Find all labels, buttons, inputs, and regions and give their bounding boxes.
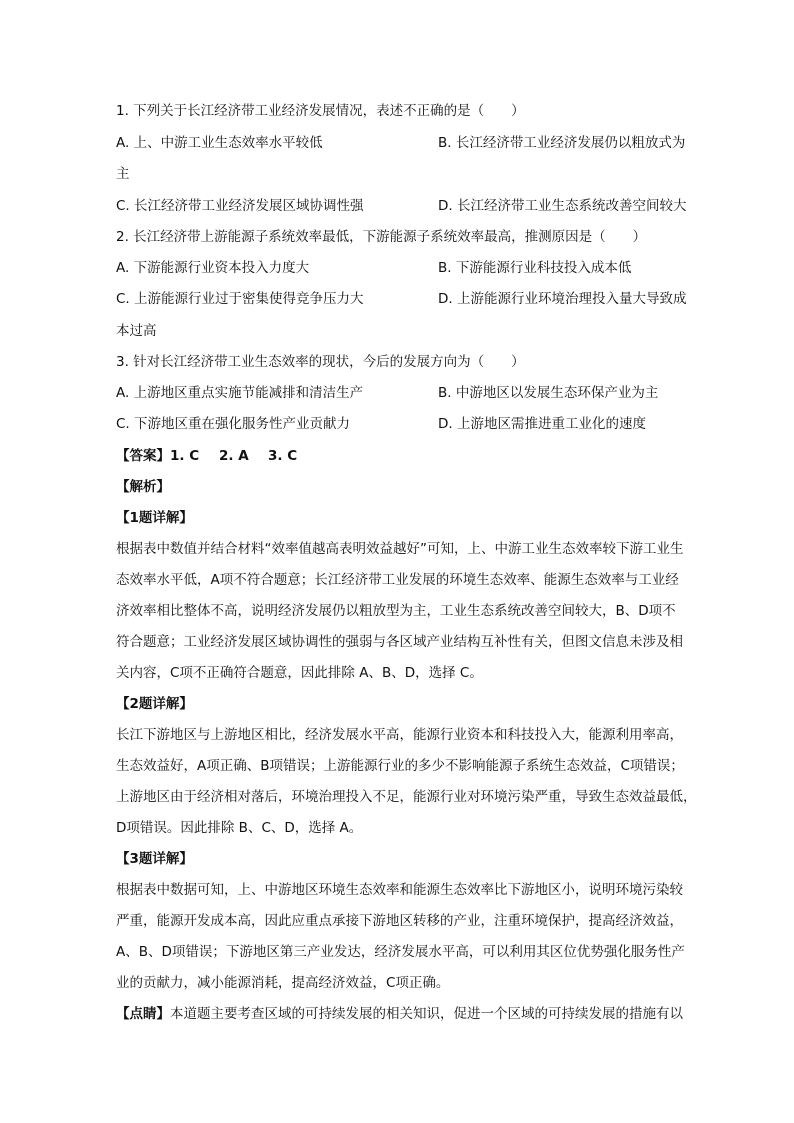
question-1-stem: 1. 下列关于长江经济带工业经济发展情况，表述不正确的是（ ）	[116, 103, 525, 119]
question-1-option-d: D. 长江经济带工业生态系统改善空间较大	[438, 198, 687, 214]
detail-1-line: 态效率水平低，A项不符合题意；长江经济带工业发展的环境生态效率、能源生态效率与工业经	[116, 572, 679, 588]
detail-2-line: 生态效益好，A项正确、B项错误；上游能源行业的多少不影响能源子系统生态效益，C项错误；	[116, 758, 684, 774]
analysis-title: 【解析】	[116, 479, 170, 495]
detail-3-title: 【3题详解】	[116, 851, 193, 867]
tip-line	[116, 1004, 683, 1024]
answer-label: 【答案】	[116, 448, 170, 464]
detail-2-title: 【2题详解】	[116, 696, 193, 712]
question-2-option-d: D. 上游能源行业环境治理投入量大导致成	[438, 291, 687, 307]
question-3-option-c: C. 下游地区重在强化服务性产业贡献力	[116, 416, 351, 432]
answer-2: 2. A	[219, 448, 249, 464]
question-1-option-c: C. 长江经济带工业经济发展区域协调性强	[116, 198, 364, 214]
question-2-option-b: B. 下游能源行业科技投入成本低	[438, 260, 632, 276]
question-1-option-b-wrap: 主	[116, 166, 130, 182]
detail-1-line: 济效率相比整体不高，说明经济发展仍以粗放型为主，工业生态系统改善空间较大，B、D项不	[116, 603, 676, 619]
tip-text: 本道题主要考查区域的可持续发展的相关知识，促进一个区域的可持续发展的措施有以	[170, 1006, 683, 1022]
question-1-option-a: A. 上、中游工业生态效率水平较低	[116, 135, 323, 151]
question-3-option-b: B. 中游地区以发展生态环保产业为主	[438, 385, 659, 401]
answer-3: 3. C	[268, 448, 298, 464]
question-2-option-a: A. 下游能源行业资本投入力度大	[116, 260, 310, 276]
detail-3-line: 严重，能源开发成本高，因此应重点承接下游地区转移的产业，注重环境保护，提高经济效益，	[116, 913, 683, 929]
detail-2-line: 长江下游地区与上游地区相比，经济发展水平高，能源行业资本和科技投入大，能源利用率高，	[116, 727, 683, 743]
detail-2-line: D项错误。因此排除 B、C、D，选择 A。	[116, 820, 363, 836]
tip-label: 【点睛】	[116, 1006, 170, 1022]
answer-1: 1. C	[170, 448, 200, 464]
question-3-stem: 3. 针对长江经济带工业生态效率的现状，今后的发展方向为（ ）	[116, 354, 525, 370]
question-2-option-d-wrap: 本过高	[116, 323, 157, 339]
question-3-option-a: A. 上游地区重点实施节能减排和清洁生产	[116, 385, 364, 401]
detail-3-line: 业的贡献力，减小能源消耗，提高经济效益，C项正确。	[116, 975, 450, 991]
question-1-option-b: B. 长江经济带工业经济发展仍以粗放式为	[438, 135, 686, 151]
question-2-stem: 2. 长江经济带上游能源子系统效率最低，下游能源子系统效率最高，推测原因是（ ）	[116, 229, 647, 245]
detail-1-line: 关内容，C项不正确符合题意，因此排除 A、B、D，选择 C。	[116, 665, 483, 681]
detail-3-line: 根据表中数据可知，上、中游地区环境生态效率和能源生态效率比下游地区小，说明环境污染较	[116, 882, 683, 898]
detail-1-line: 根据表中数值并结合材料“效率值越高表明效益越好”可知，上、中游工业生态效率较下游工业生	[116, 541, 684, 557]
detail-2-line: 上游地区由于经济相对落后，环境治理投入不足，能源行业对环境污染严重，导致生态效益最低，	[116, 789, 697, 805]
question-2-option-c: C. 上游能源行业过于密集使得竞争压力大	[116, 291, 364, 307]
detail-1-line: 符合题意；工业经济发展区域协调性的强弱与各区域产业结构互补性有关，但图文信息未涉及相	[116, 634, 683, 650]
detail-1-title: 【1题详解】	[116, 510, 193, 526]
question-3-option-d: D. 上游地区需推进重工业化的速度	[438, 416, 646, 432]
detail-3-line: A、B、D项错误；下游地区第三产业发达，经济发展水平高，可以利用其区位优势强化服务性产	[116, 944, 685, 960]
